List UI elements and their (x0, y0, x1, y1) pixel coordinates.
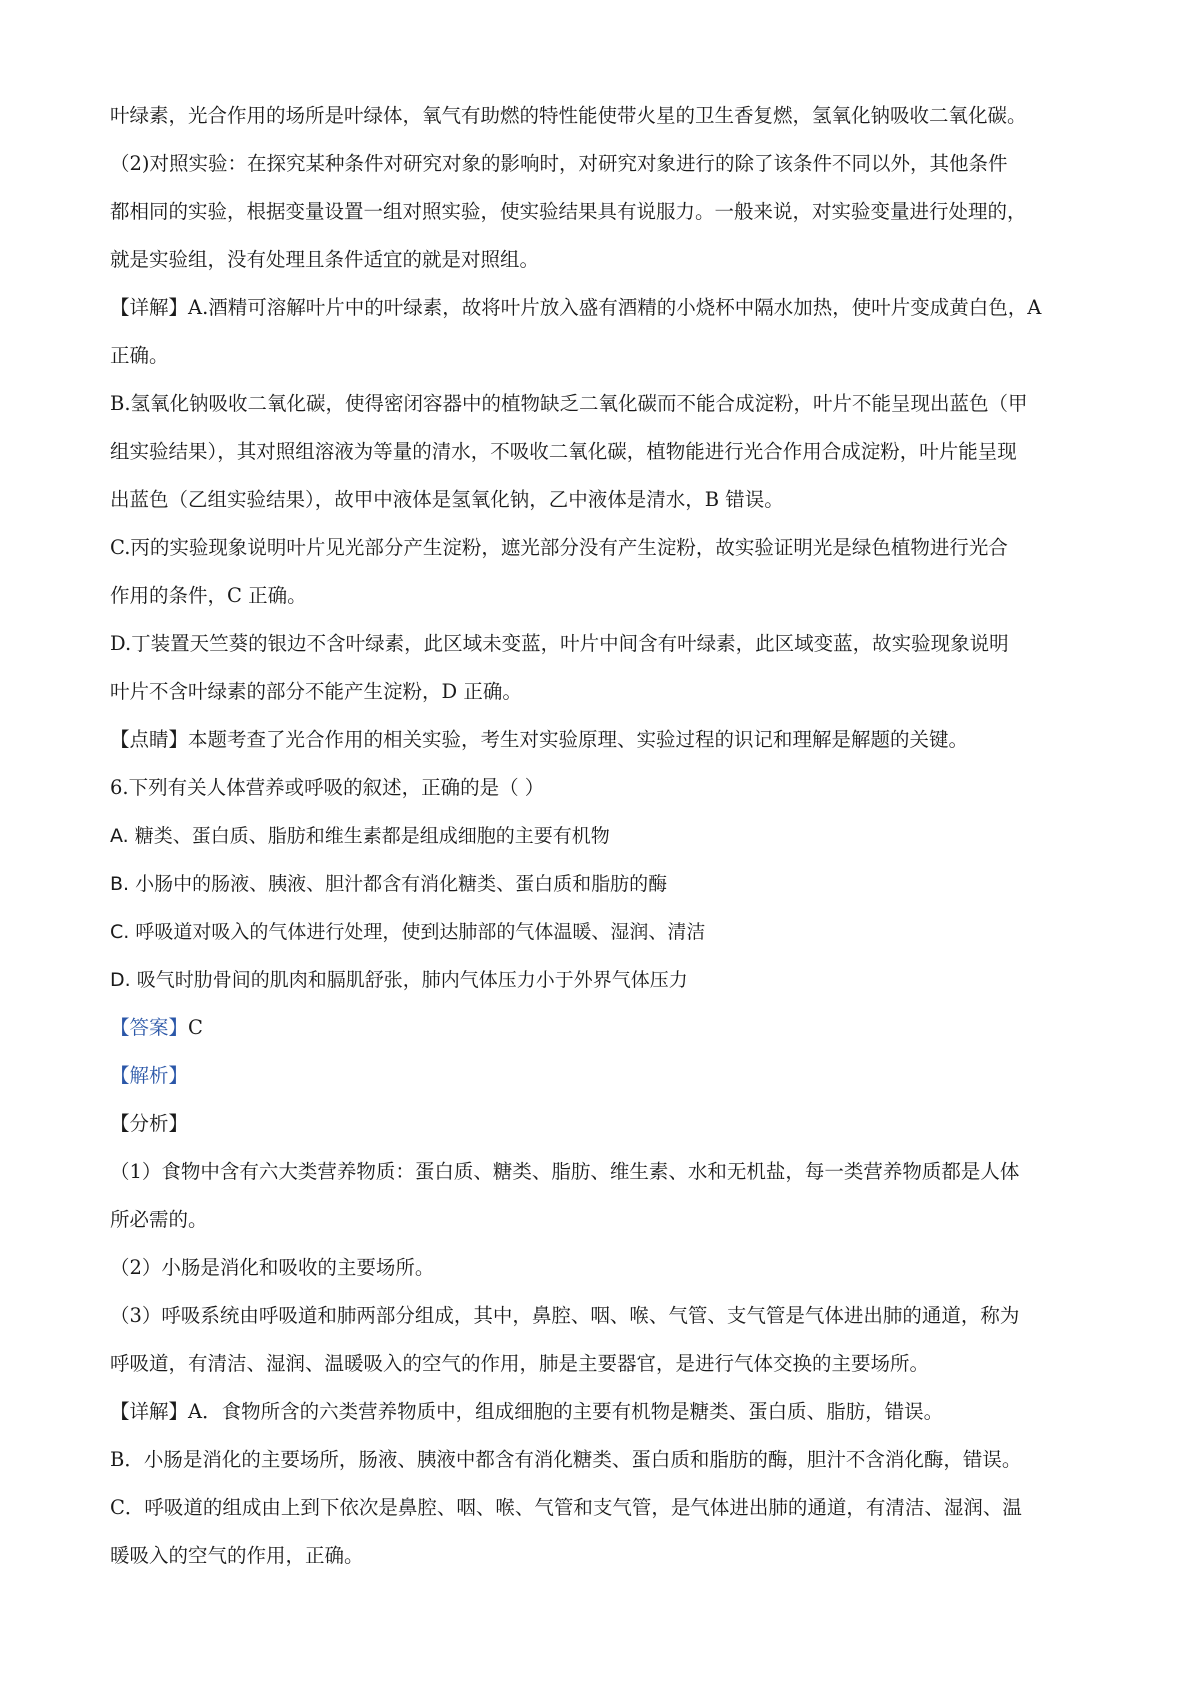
text-line: B．小肠是消化的主要场所，肠液、胰液中都含有消化糖类、蛋白质和脂肪的酶，胆汁不含消化酶，错误。 (110, 1448, 1022, 1471)
option-c: C. 呼吸道对吸入的气体进行处理，使到达肺部的气体温暖、湿润、清洁 (110, 921, 706, 943)
document-page (110, 92, 1100, 1580)
text-line: （1）食物中含有六大类营养物质：蛋白质、糖类、脂肪、维生素、水和无机盐，每一类营养物质都是人体 (110, 1160, 1020, 1183)
option-b: B. 小肠中的肠液、胰液、胆汁都含有消化糖类、蛋白质和脂肪的酶 (110, 873, 668, 895)
answer-value: C (188, 1016, 203, 1039)
text-line: 正确。 (110, 344, 169, 367)
text-line: 叶片不含叶绿素的部分不能产生淀粉，D 正确。 (110, 680, 522, 703)
text-line: C.丙的实验现象说明叶片见光部分产生淀粉，遮光部分没有产生淀粉，故实验证明光是绿色植物进行光合 (110, 536, 1008, 559)
text-line: （3）呼吸系统由呼吸道和肺两部分组成，其中，鼻腔、咽、喉、气管、支气管是气体进出肺的通道，称为 (110, 1304, 1020, 1327)
text-line: B.氢氧化钠吸收二氧化碳，使得密闭容器中的植物缺乏二氧化碳而不能合成淀粉，叶片不能呈现出蓝色（甲 (110, 392, 1028, 415)
text-line: 暖吸入的空气的作用，正确。 (110, 1544, 364, 1567)
analysis-tag: 【解析】 (110, 1064, 189, 1087)
text-line: 【分析】 (110, 1112, 189, 1135)
text-line: 【详解】A.酒精可溶解叶片中的叶绿素，故将叶片放入盛有酒精的小烧杯中隔水加热，使叶片变成黄白色，A (110, 296, 1042, 319)
answer-tag: 【答案】 (110, 1016, 189, 1039)
answer-line (110, 1004, 1100, 1052)
text-line: 组实验结果），其对照组溶液为等量的清水，不吸收二氧化碳，植物能进行光合作用合成淀粉，叶片能呈现 (110, 440, 1017, 463)
text-line: 就是实验组，没有处理且条件适宜的就是对照组。 (110, 248, 540, 271)
text-line: （2)对照实验：在探究某种条件对研究对象的影响时，对研究对象进行的除了该条件不同以外，其他条件 (110, 152, 1008, 175)
text-line: 叶绿素，光合作用的场所是叶绿体，氧气有助燃的特性能使带火星的卫生香复燃，氢氧化钠吸收二氧化碳。 (110, 104, 1027, 127)
text-line: 呼吸道，有清洁、湿润、温暖吸入的空气的作用，肺是主要器官，是进行气体交换的主要场所。 (110, 1352, 930, 1375)
text-line: （2）小肠是消化和吸收的主要场所。 (110, 1256, 435, 1279)
text-line: 都相同的实验，根据变量设置一组对照实验，使实验结果具有说服力。一般来说，对实验变量进行处理的， (110, 200, 1027, 223)
text-line: C．呼吸道的组成由上到下依次是鼻腔、咽、喉、气管和支气管，是气体进出肺的通道，有清洁、湿润、温 (110, 1496, 1022, 1519)
option-d: D. 吸气时肋骨间的肌肉和膈肌舒张，肺内气体压力小于外界气体压力 (110, 969, 688, 991)
text-line: 【点睛】本题考查了光合作用的相关实验，考生对实验原理、实验过程的识记和理解是解题的关键。 (110, 728, 969, 751)
question-stem: 6.下列有关人体营养或呼吸的叙述，正确的是（ ） (110, 776, 545, 799)
text-line: 【详解】A．食物所含的六类营养物质中，组成细胞的主要有机物是糖类、蛋白质、脂肪，错误。 (110, 1400, 944, 1423)
text-line: 所必需的。 (110, 1208, 208, 1231)
text-line: D.丁装置天竺葵的银边不含叶绿素，此区域未变蓝，叶片中间含有叶绿素，此区域变蓝，故实验现象说明 (110, 632, 1009, 655)
text-line: 出蓝色（乙组实验结果），故甲中液体是氢氧化钠，乙中液体是清水，B 错误。 (110, 488, 784, 511)
text-line: 作用的条件，C 正确。 (110, 584, 307, 607)
option-a: A. 糖类、蛋白质、脂肪和维生素都是组成细胞的主要有机物 (110, 825, 610, 847)
